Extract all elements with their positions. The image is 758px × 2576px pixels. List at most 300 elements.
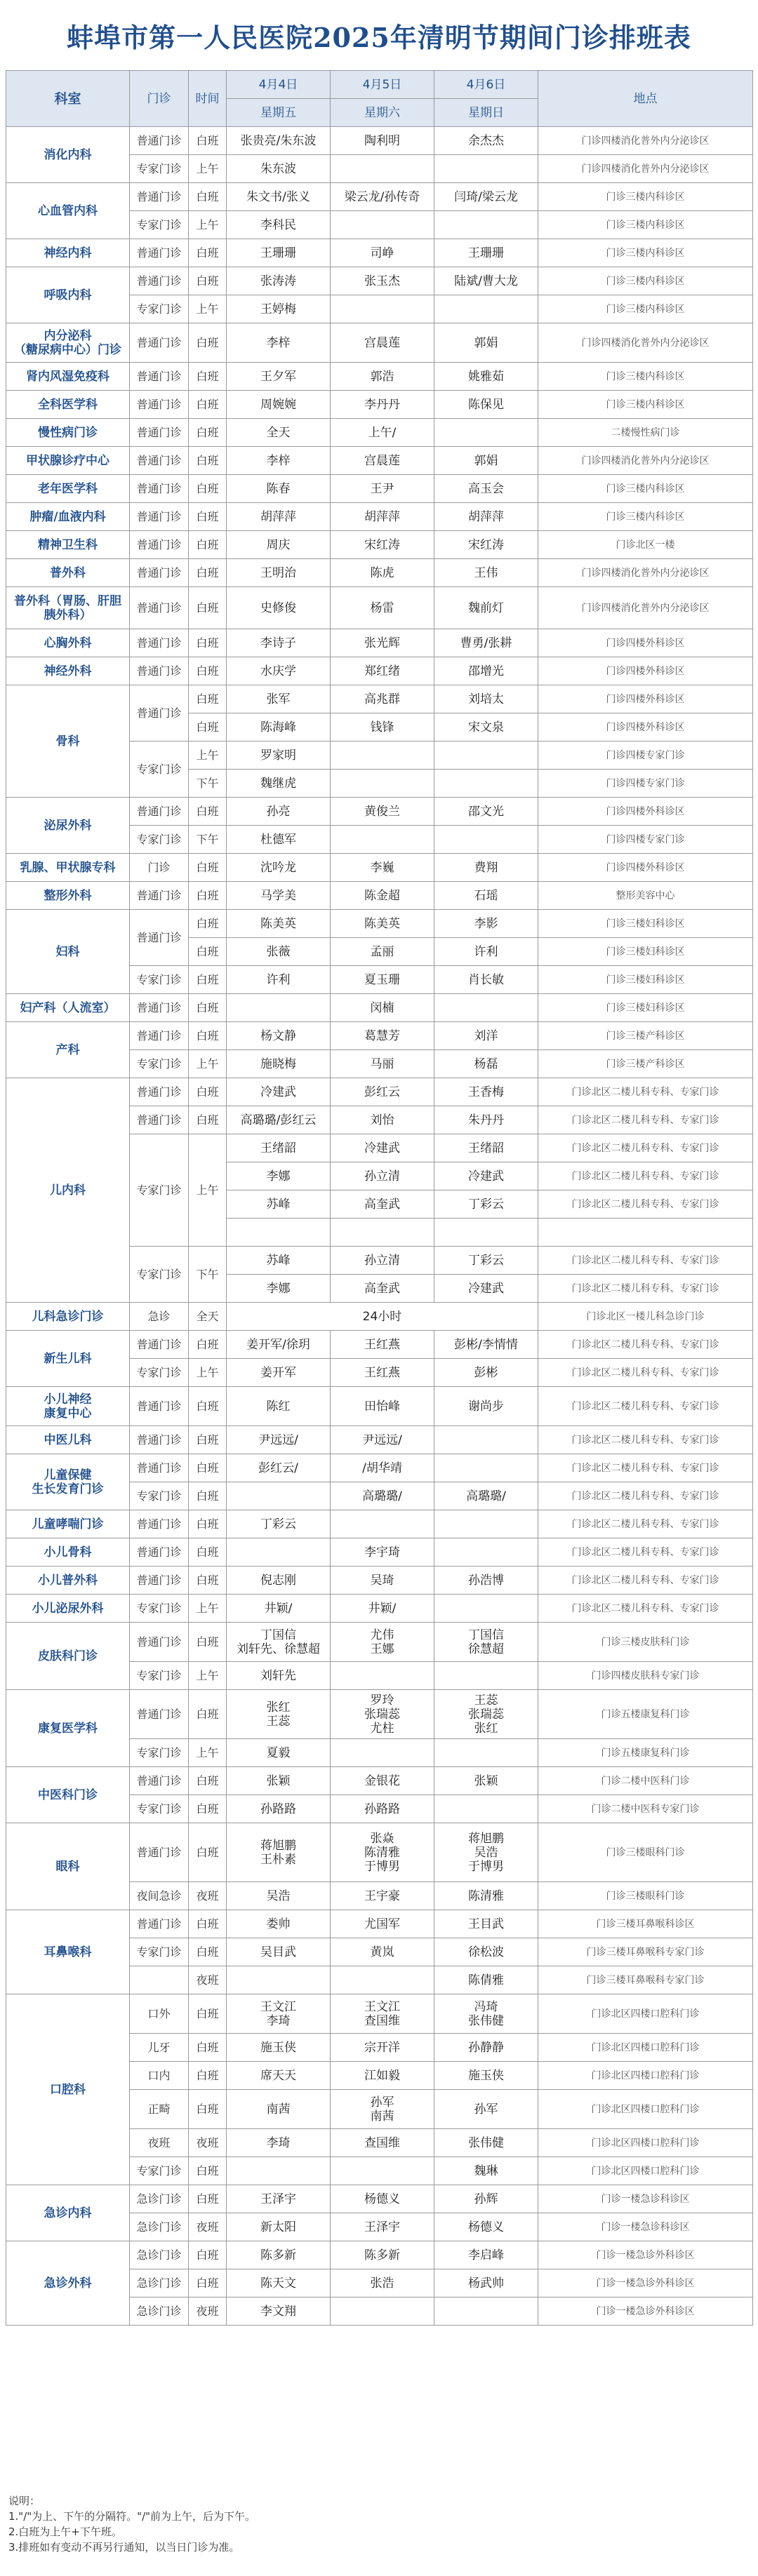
time-cell: 白班 xyxy=(189,183,227,211)
table-row xyxy=(6,629,753,657)
dept-cell: 神经内科 xyxy=(6,239,130,267)
doctor-cell-day2: 黄俊兰 xyxy=(331,798,434,826)
time-cell: 白班 xyxy=(189,587,227,629)
time-cell: 白班 xyxy=(189,531,227,559)
schedule-body xyxy=(6,127,753,2326)
time-cell: 白班 xyxy=(189,685,227,713)
doctor-cell-day3: 姚雅茹 xyxy=(434,363,538,391)
doctor-cell-day1: 姜开军 xyxy=(227,1359,331,1387)
table-row xyxy=(6,1510,753,1538)
location-cell: 门诊一楼急诊外科诊区 xyxy=(538,2297,753,2326)
header-date-2: 4月5日 xyxy=(331,71,434,99)
doctor-cell-day1 xyxy=(227,2157,331,2185)
time-cell: 上午 xyxy=(189,295,227,323)
dept-cell: 甲状腺诊疗中心 xyxy=(6,447,130,475)
doctor-cell-day2: 江如毅 xyxy=(331,2062,434,2090)
doctor-cell-day3: 冷建武 xyxy=(434,1275,538,1303)
doctor-cell-day3: 丁国信 徐慧超 xyxy=(434,1623,538,1662)
doctor-cell-day3 xyxy=(434,1426,538,1454)
clinic-type-cell: 急诊门诊 xyxy=(130,2185,189,2213)
time-cell: 白班 xyxy=(189,1482,227,1510)
doctor-cell-day3: 王目武 xyxy=(434,1910,538,1938)
note-item: 1."/"为上、下午的分隔符。"/"前为上午，后为下午。 xyxy=(8,2510,256,2523)
doctor-cell-day3: 刘洋 xyxy=(434,1022,538,1050)
clinic-type-cell: 普通门诊 xyxy=(130,1910,189,1938)
doctor-cell-day3: 李启峰 xyxy=(434,2241,538,2269)
time-cell: 上午 xyxy=(189,742,227,770)
dept-cell: 产科 xyxy=(6,1022,130,1078)
location-cell: 门诊四楼外科诊区 xyxy=(538,713,753,742)
location-cell: 门诊三楼内科诊区 xyxy=(538,391,753,419)
table-row xyxy=(6,1595,753,1623)
doctor-cell-day2: 司峥 xyxy=(331,239,434,267)
location-cell: 门诊北区二楼儿科专科、专家门诊 xyxy=(538,1454,753,1482)
location-cell: 门诊四楼专家门诊 xyxy=(538,742,753,770)
location-cell: 门诊三楼内科诊区 xyxy=(538,211,753,239)
clinic-type-cell: 普通门诊 xyxy=(130,798,189,826)
header-weekday-1: 星期五 xyxy=(227,99,331,127)
clinic-type-cell: 普通门诊 xyxy=(130,1767,189,1795)
doctor-cell-day2: 井颖/ xyxy=(331,1595,434,1623)
time-cell: 白班 xyxy=(189,1078,227,1106)
doctor-cell-day1: 张涛涛 xyxy=(227,267,331,295)
location-cell: 门诊三楼妇科诊区 xyxy=(538,994,753,1022)
doctor-cell-day2: 王文江 查国维 xyxy=(331,1994,434,2034)
location-cell: 门诊三楼耳鼻喉科专家门诊 xyxy=(538,1966,753,1994)
time-cell: 白班 xyxy=(189,1823,227,1882)
clinic-type-cell: 儿牙 xyxy=(130,2034,189,2062)
clinic-type-cell: 专家门诊 xyxy=(130,211,189,239)
clinic-type-cell: 普通门诊 xyxy=(130,1690,189,1739)
clinic-type-cell: 急诊 xyxy=(130,1303,189,1331)
clinic-type-cell: 专家门诊 xyxy=(130,742,189,798)
doctor-cell-day3: 张颖 xyxy=(434,1767,538,1795)
doctor-cell-day3: 丁彩云 xyxy=(434,1247,538,1275)
location-cell: 门诊北区二楼儿科专科、专家门诊 xyxy=(538,1482,753,1510)
clinic-type-cell: 夜间急诊 xyxy=(130,1882,189,1910)
doctor-cell-day1: 倪志刚 xyxy=(227,1567,331,1595)
doctor-cell-day1: 陈海峰 xyxy=(227,713,331,742)
dept-cell: 中医科门诊 xyxy=(6,1767,130,1823)
doctor-cell-day1 xyxy=(227,994,331,1022)
doctor-cell-day3: 邵增光 xyxy=(434,657,538,685)
doctor-cell-day3: 杨磊 xyxy=(434,1050,538,1078)
doctor-cell-day1: 高璐璐/彭红云 xyxy=(227,1106,331,1134)
table-row xyxy=(6,1387,753,1426)
clinic-type-cell: 门诊 xyxy=(130,854,189,882)
doctor-cell-day1: 施晓梅 xyxy=(227,1050,331,1078)
doctor-cell-day1: 杜德军 xyxy=(227,826,331,854)
doctor-cell-day3: 王伟 xyxy=(434,559,538,587)
dept-cell: 儿童哮喘门诊 xyxy=(6,1510,130,1538)
doctor-cell-day3: 胡萍萍 xyxy=(434,503,538,531)
doctor-cell-day3: 杨武帅 xyxy=(434,2269,538,2297)
location-cell: 门诊四楼外科诊区 xyxy=(538,657,753,685)
table-row xyxy=(6,587,753,629)
time-cell: 下午 xyxy=(189,1247,227,1303)
doctor-cell-day1: 张颖 xyxy=(227,1767,331,1795)
location-cell: 门诊三楼内科诊区 xyxy=(538,503,753,531)
doctor-cell-day1: 陈红 xyxy=(227,1387,331,1426)
clinic-type-cell: 普通门诊 xyxy=(130,1567,189,1595)
location-cell: 门诊四楼外科诊区 xyxy=(538,685,753,713)
doctor-cell-day3: 王蕊 张瑞蕊 张红 xyxy=(434,1690,538,1739)
doctor-cell-day3: 蒋旭鹏 吴浩 于博男 xyxy=(434,1823,538,1882)
doctor-cell-day3: 宋红涛 xyxy=(434,531,538,559)
doctor-cell-day1: 陈多新 xyxy=(227,2241,331,2269)
location-cell: 门诊一楼急诊外科诊区 xyxy=(538,2241,753,2269)
clinic-type-cell: 专家门诊 xyxy=(130,2157,189,2185)
clinic-type-cell: 专家门诊 xyxy=(130,1938,189,1966)
doctor-cell-day2: 胡萍萍 xyxy=(331,503,434,531)
location-cell: 门诊三楼内科诊区 xyxy=(538,239,753,267)
doctor-cell-day3 xyxy=(434,155,538,183)
dept-cell: 小儿泌尿外科 xyxy=(6,1595,130,1623)
table-row xyxy=(6,1910,753,1938)
doctor-cell-day2: 闵楠 xyxy=(331,994,434,1022)
header-clinic: 门诊 xyxy=(130,71,189,127)
doctor-cell-day2: 张浩 xyxy=(331,2269,434,2297)
location-cell: 门诊一楼急诊科诊区 xyxy=(538,2213,753,2241)
dept-cell: 儿童保健 生长发育门诊 xyxy=(6,1454,130,1510)
doctor-cell-day1: 李梓 xyxy=(227,323,331,363)
doctor-cell-day1: 李文翔 xyxy=(227,2297,331,2326)
clinic-type-cell: 普通门诊 xyxy=(130,587,189,629)
doctor-cell-day2: 冷建武 xyxy=(331,1134,434,1162)
table-row xyxy=(6,531,753,559)
clinic-type-cell: 专家门诊 xyxy=(130,1739,189,1767)
location-cell: 门诊三楼眼科门诊 xyxy=(538,1882,753,1910)
location-cell: 门诊北区二楼儿科专科、专家门诊 xyxy=(538,1387,753,1426)
time-cell: 白班 xyxy=(189,1426,227,1454)
dept-cell: 康复医学科 xyxy=(6,1690,130,1767)
doctor-cell-day1: 李琦 xyxy=(227,2129,331,2157)
doctor-cell-day3: 张伟健 xyxy=(434,2129,538,2157)
doctor-cell-day3 xyxy=(434,1454,538,1482)
doctor-cell-day1: 胡萍萍 xyxy=(227,503,331,531)
time-cell: 上午 xyxy=(189,1595,227,1623)
doctor-cell-day3 xyxy=(434,1219,538,1247)
table-row xyxy=(6,1303,753,1331)
time-cell: 白班 xyxy=(189,1387,227,1426)
doctor-cell-day2: 宫晨莲 xyxy=(331,323,434,363)
table-row xyxy=(6,1567,753,1595)
doctor-cell-day1: 张贵亮/朱东波 xyxy=(227,127,331,155)
dept-cell: 慢性病门诊 xyxy=(6,419,130,447)
time-cell: 夜班 xyxy=(189,1882,227,1910)
doctor-cell-day2: 孙军 南茜 xyxy=(331,2090,434,2129)
doctor-cell-day1: 吴目武 xyxy=(227,1938,331,1966)
doctor-cell-day1: 王婷梅 xyxy=(227,295,331,323)
time-cell: 白班 xyxy=(189,559,227,587)
clinic-type-cell: 急诊门诊 xyxy=(130,2213,189,2241)
dept-cell: 小儿神经 康复中心 xyxy=(6,1387,130,1426)
doctor-cell-day3 xyxy=(434,1510,538,1538)
doctor-cell-day2: 刘怡 xyxy=(331,1106,434,1134)
clinic-type-cell: 普通门诊 xyxy=(130,419,189,447)
clinic-type-cell: 普通门诊 xyxy=(130,503,189,531)
doctor-cell-day1: 新太阳 xyxy=(227,2213,331,2241)
time-cell: 白班 xyxy=(189,447,227,475)
doctor-cell-day2: 李宇琦 xyxy=(331,1538,434,1567)
doctor-cell-day3: 高璐璐/ xyxy=(434,1482,538,1510)
location-cell: 门诊北区一楼 xyxy=(538,531,753,559)
doctor-cell-day2: 王红燕 xyxy=(331,1331,434,1359)
doctor-cell-day1: 许利 xyxy=(227,966,331,994)
time-cell: 白班 xyxy=(189,1690,227,1739)
location-cell: 门诊五楼康复科门诊 xyxy=(538,1739,753,1767)
location-cell: 门诊五楼康复科门诊 xyxy=(538,1690,753,1739)
location-cell: 门诊北区四楼口腔科门诊 xyxy=(538,1994,753,2034)
header-time: 时间 xyxy=(189,71,227,127)
doctor-cell-day1: 杨文静 xyxy=(227,1022,331,1050)
dept-cell: 心血管内科 xyxy=(6,183,130,239)
doctor-cell-day3: 朱丹丹 xyxy=(434,1106,538,1134)
table-row xyxy=(6,475,753,503)
clinic-type-cell: 普通门诊 xyxy=(130,1078,189,1106)
dept-cell: 肿瘤/血液内科 xyxy=(6,503,130,531)
doctor-cell-day2: 王尹 xyxy=(331,475,434,503)
dept-cell: 儿内科 xyxy=(6,1078,130,1303)
doctor-cell-day1: 刘轩先 xyxy=(227,1662,331,1690)
doctor-cell-day2: 尹远远/ xyxy=(331,1426,434,1454)
clinic-type-cell: 普通门诊 xyxy=(130,1454,189,1482)
time-cell: 白班 xyxy=(189,854,227,882)
doctor-cell-day1: 王文江 李琦 xyxy=(227,1994,331,2034)
doctor-cell-day1: 丁国信 刘轩先、徐慧超 xyxy=(227,1623,331,1662)
doctor-cell-day2: 查国维 xyxy=(331,2129,434,2157)
doctor-cell-day2 xyxy=(331,211,434,239)
dept-cell: 口腔科 xyxy=(6,1994,130,2185)
doctor-cell-day3 xyxy=(434,211,538,239)
dept-cell: 心胸外科 xyxy=(6,629,130,657)
dept-cell: 儿科急诊门诊 xyxy=(6,1303,130,1331)
time-cell: 白班 xyxy=(189,503,227,531)
clinic-type-cell: 急诊门诊 xyxy=(130,2241,189,2269)
doctor-cell-day3: 郭娟 xyxy=(434,447,538,475)
dept-cell: 消化内科 xyxy=(6,127,130,183)
doctor-cell-day1 xyxy=(227,1538,331,1567)
clinic-type-cell: 口内 xyxy=(130,2062,189,2090)
schedule-table xyxy=(6,70,753,2326)
doctor-cell-day3: 李影 xyxy=(434,910,538,938)
dept-cell: 皮肤科门诊 xyxy=(6,1623,130,1690)
doctor-cell-day3 xyxy=(434,419,538,447)
doctor-cell-day3 xyxy=(434,994,538,1022)
header-location: 地点 xyxy=(538,71,753,127)
doctor-cell-day2: 高奎武 xyxy=(331,1190,434,1219)
location-cell: 门诊四楼皮肤科专家门诊 xyxy=(538,1662,753,1690)
page-title: 蚌埠市第一人民医院2025年清明节期间门诊排班表 xyxy=(67,21,691,53)
time-cell: 白班 xyxy=(189,363,227,391)
location-cell: 门诊北区二楼儿科专科、专家门诊 xyxy=(538,1190,753,1219)
clinic-type-cell: 普通门诊 xyxy=(130,994,189,1022)
doctor-cell-day1: 王绪韶 xyxy=(227,1134,331,1162)
doctor-cell-day3: 魏琳 xyxy=(434,2157,538,2185)
time-cell: 白班 xyxy=(189,966,227,994)
table-row xyxy=(6,363,753,391)
table-row xyxy=(6,323,753,363)
table-row xyxy=(6,2185,753,2213)
dept-cell: 全科医学科 xyxy=(6,391,130,419)
table-row xyxy=(6,1623,753,1662)
doctor-cell-day2: 宫晨莲 xyxy=(331,447,434,475)
location-cell: 门诊北区四楼口腔科门诊 xyxy=(538,2034,753,2062)
dept-cell: 精神卫生科 xyxy=(6,531,130,559)
doctor-cell-day1: 孙亮 xyxy=(227,798,331,826)
location-cell: 门诊四楼专家门诊 xyxy=(538,826,753,854)
doctor-cell-day1: 王夕军 xyxy=(227,363,331,391)
doctor-cell-day3: 闫琦/梁云龙 xyxy=(434,183,538,211)
doctor-cell-day2 xyxy=(331,2297,434,2326)
time-cell: 白班 xyxy=(189,2157,227,2185)
time-cell: 白班 xyxy=(189,2185,227,2213)
doctor-cell-day2: 马丽 xyxy=(331,1050,434,1078)
doctor-cell-day3: 刘培太 xyxy=(434,685,538,713)
clinic-type-cell: 普通门诊 xyxy=(130,1510,189,1538)
clinic-type-cell: 口外 xyxy=(130,1994,189,2034)
location-cell: 门诊北区二楼儿科专科、专家门诊 xyxy=(538,1106,753,1134)
clinic-type-cell: 专家门诊 xyxy=(130,1482,189,1510)
clinic-type-cell: 普通门诊 xyxy=(130,391,189,419)
table-row xyxy=(6,419,753,447)
location-cell: 门诊一楼急诊科诊区 xyxy=(538,2185,753,2213)
location-cell: 门诊四楼消化普外内分泌诊区 xyxy=(538,559,753,587)
clinic-type-cell: 急诊门诊 xyxy=(130,2269,189,2297)
doctor-cell-day1: 张薇 xyxy=(227,938,331,966)
table-row xyxy=(6,239,753,267)
doctor-cell-day1 xyxy=(227,1966,331,1994)
doctor-cell-day3: 冯琦 张伟健 xyxy=(434,1994,538,2034)
doctor-cell-day2 xyxy=(331,826,434,854)
clinic-type-cell: 专家门诊 xyxy=(130,295,189,323)
table-row xyxy=(6,1454,753,1482)
clinic-type-cell: 普通门诊 xyxy=(130,183,189,211)
location-cell: 门诊四楼消化普外内分泌诊区 xyxy=(538,447,753,475)
table-row xyxy=(6,1331,753,1359)
time-cell: 夜班 xyxy=(189,1966,227,1994)
clinic-type-cell: 专家门诊 xyxy=(130,966,189,994)
table-row xyxy=(6,267,753,295)
time-cell: 白班 xyxy=(189,2090,227,2129)
doctor-cell-day1: 全天 xyxy=(227,419,331,447)
header-weekday-3: 星期日 xyxy=(434,99,538,127)
clinic-type-cell: 普通门诊 xyxy=(130,239,189,267)
doctor-cell-day3 xyxy=(434,1595,538,1623)
doctor-cell-day2: 孙立清 xyxy=(331,1162,434,1190)
dept-cell: 肾内风湿免疫科 xyxy=(6,363,130,391)
doctor-cell-day1: 彭红云/ xyxy=(227,1454,331,1482)
doctor-cell-day2: 王红燕 xyxy=(331,1359,434,1387)
time-cell: 白班 xyxy=(189,994,227,1022)
doctor-cell-day2: 上午/ xyxy=(331,419,434,447)
time-cell: 白班 xyxy=(189,391,227,419)
doctor-cell-day1: 李娜 xyxy=(227,1162,331,1190)
doctor-cell-day2 xyxy=(331,1510,434,1538)
clinic-type-cell: 普通门诊 xyxy=(130,559,189,587)
clinic-type-cell: 专家门诊 xyxy=(130,826,189,854)
time-cell: 白班 xyxy=(189,1331,227,1359)
doctor-cell-day1: 冷建武 xyxy=(227,1078,331,1106)
time-cell: 白班 xyxy=(189,629,227,657)
doctor-cell-day3: 彭彬 xyxy=(434,1359,538,1387)
dept-cell: 耳鼻喉科 xyxy=(6,1910,130,1994)
doctor-cell-day2: 宋红涛 xyxy=(331,531,434,559)
doctor-cell-day3: 孙军 xyxy=(434,2090,538,2129)
clinic-type-cell: 急诊门诊 xyxy=(130,2297,189,2326)
header-date-1: 4月4日 xyxy=(227,71,331,99)
doctor-cell-day1: 娄帅 xyxy=(227,1910,331,1938)
table-row xyxy=(6,1022,753,1050)
time-cell: 上午 xyxy=(189,1359,227,1387)
doctor-cell-day2: 杨德义 xyxy=(331,2185,434,2213)
location-cell: 门诊三楼妇科诊区 xyxy=(538,938,753,966)
header-weekday-2: 星期六 xyxy=(331,99,434,127)
doctor-cell-day3: 彭彬/李情情 xyxy=(434,1331,538,1359)
table-row xyxy=(6,391,753,419)
doctor-cell-day1: 王明治 xyxy=(227,559,331,587)
time-cell: 下午 xyxy=(189,770,227,798)
location-cell: 门诊北区四楼口腔科门诊 xyxy=(538,2157,753,2185)
doctor-cell-day1: 南茜 xyxy=(227,2090,331,2129)
doctor-cell-day3: 石瑶 xyxy=(434,882,538,910)
doctor-cell-day2: 钱锋 xyxy=(331,713,434,742)
dept-cell: 内分泌科 （糖尿病中心）门诊 xyxy=(6,323,130,363)
dept-cell: 神经外科 xyxy=(6,657,130,685)
doctor-cell-day2: 陶利明 xyxy=(331,127,434,155)
dept-cell: 乳腺、甲状腺专科 xyxy=(6,854,130,882)
doctor-cell-day2: 高奎武 xyxy=(331,1275,434,1303)
clinic-type-cell: 正畸 xyxy=(130,2090,189,2129)
doctor-cell-day2: 陈美英 xyxy=(331,910,434,938)
notes-title: 说明： xyxy=(8,2495,41,2507)
notes xyxy=(8,2493,745,2555)
time-cell: 上午 xyxy=(189,1050,227,1078)
location-cell: 门诊三楼内科诊区 xyxy=(538,475,753,503)
clinic-type-cell: 夜班 xyxy=(130,2129,189,2157)
dept-cell: 骨科 xyxy=(6,685,130,798)
dept-cell: 普外科 xyxy=(6,559,130,587)
table-row xyxy=(6,685,753,713)
doctor-cell-day3: 余杰杰 xyxy=(434,127,538,155)
table-row xyxy=(6,1078,753,1106)
doctor-cell-day2 xyxy=(331,770,434,798)
clinic-type-cell: 普通门诊 xyxy=(130,657,189,685)
location-cell: 门诊四楼消化普外内分泌诊区 xyxy=(538,323,753,363)
doctor-cell-day1: 罗家明 xyxy=(227,742,331,770)
doctor-cell-day3: 陈清雅 xyxy=(434,1882,538,1910)
doctor-cell-day1: 井颖/ xyxy=(227,1595,331,1623)
doctor-cell-day3: 费翔 xyxy=(434,854,538,882)
doctor-cell-day3 xyxy=(434,1795,538,1823)
table-row xyxy=(6,503,753,531)
doctor-cell-day1: 水庆学 xyxy=(227,657,331,685)
doctor-cell-day2: 夏玉珊 xyxy=(331,966,434,994)
table-row xyxy=(6,1538,753,1567)
time-cell: 白班 xyxy=(189,127,227,155)
location-cell: 门诊北区二楼儿科专科、专家门诊 xyxy=(538,1162,753,1190)
location-cell: 门诊北区二楼儿科专科、专家门诊 xyxy=(538,1567,753,1595)
doctor-cell-day3: 陈保见 xyxy=(434,391,538,419)
doctor-cell-day1: 李梓 xyxy=(227,447,331,475)
location-cell: 门诊三楼皮肤科门诊 xyxy=(538,1623,753,1662)
clinic-type-cell: 普通门诊 xyxy=(130,629,189,657)
time-cell: 白班 xyxy=(189,2034,227,2062)
time-cell: 白班 xyxy=(189,1106,227,1134)
clinic-type-cell: 专家门诊 xyxy=(130,1795,189,1823)
table-row xyxy=(6,1994,753,2034)
doctor-cell-day3: 徐松波 xyxy=(434,1938,538,1966)
